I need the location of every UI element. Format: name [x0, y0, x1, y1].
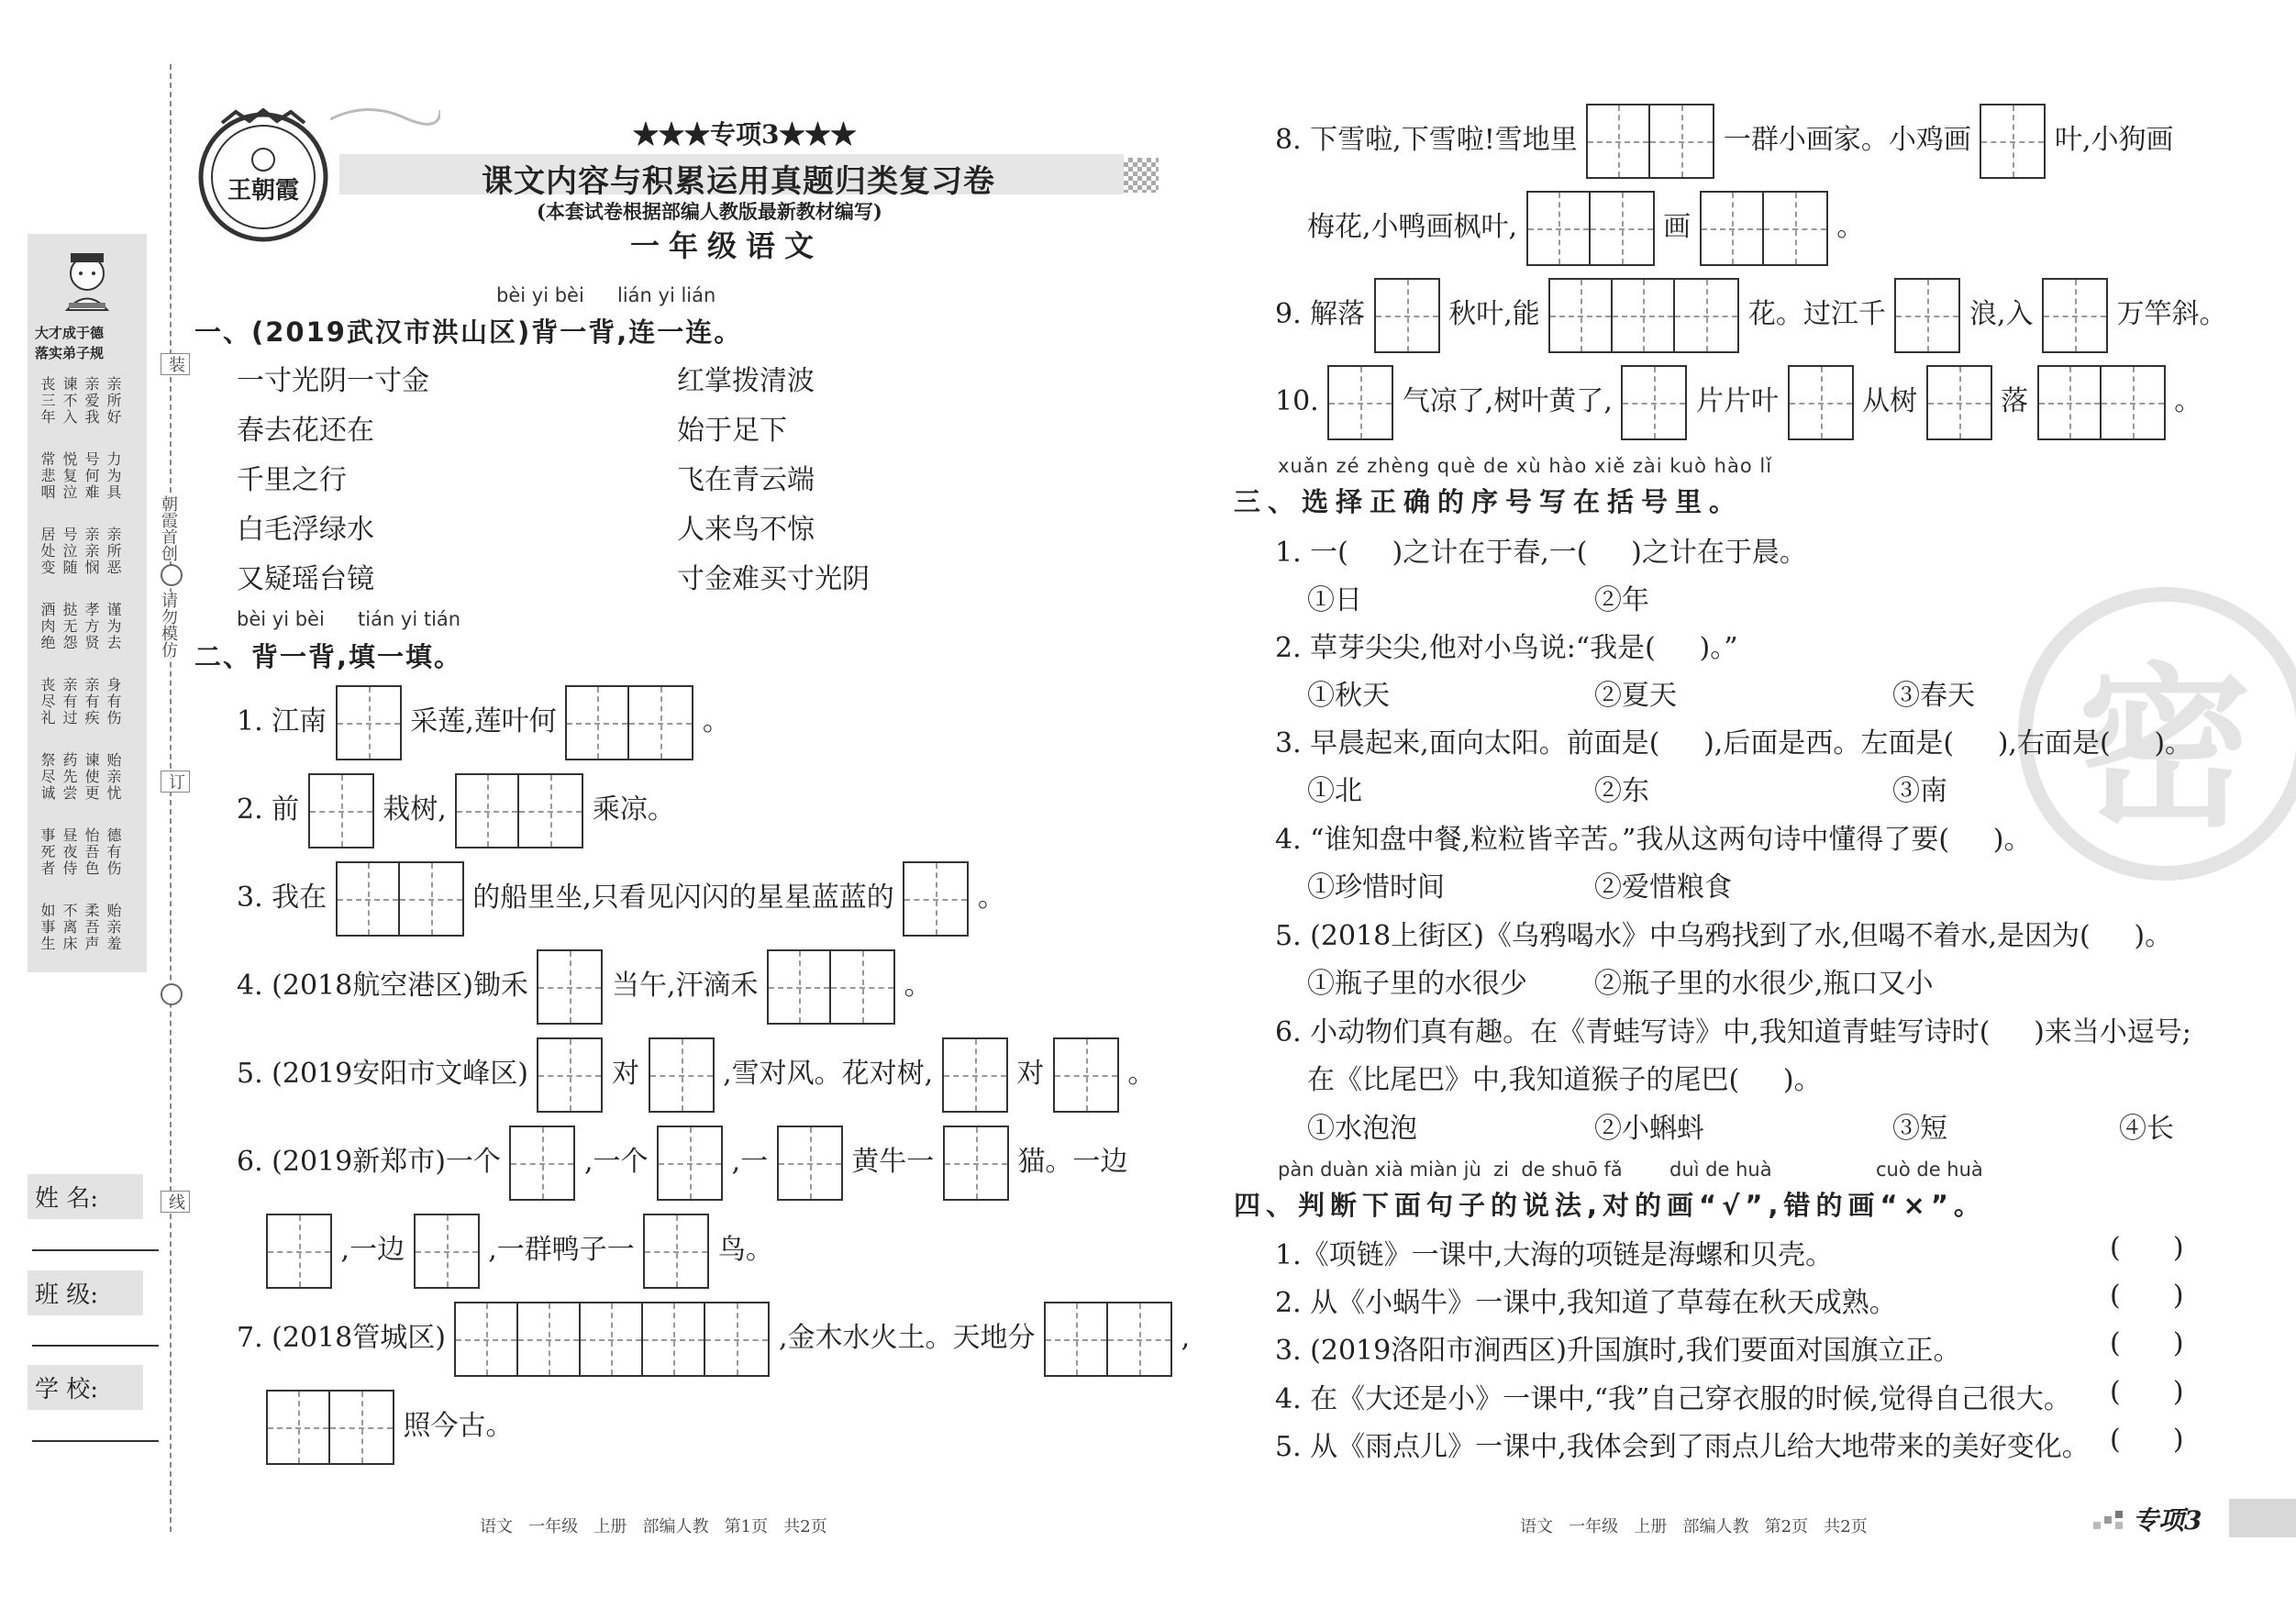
answer-grid-2[interactable] — [657, 1126, 723, 1201]
section-2-heading: 二、背一背,填一填。 — [194, 641, 463, 672]
s3-option[interactable]: ①水泡泡 — [1307, 1113, 1417, 1145]
answer-grid-3[interactable] — [266, 1390, 394, 1465]
checker-pattern — [1124, 158, 1159, 193]
sidebar-verse: 事死者 — [39, 827, 56, 877]
answer-grid-1[interactable] — [336, 861, 464, 937]
s3-option[interactable]: ②小蝌蚪 — [1594, 1113, 1704, 1145]
q-text: 9. 解落 — [1275, 298, 1366, 330]
poem-right-1[interactable]: 红掌拨清波 — [677, 365, 815, 397]
class-field[interactable] — [32, 1345, 159, 1347]
q-text: 片片叶 — [1695, 385, 1779, 417]
sidebar-verse: 亲爱我 — [83, 376, 100, 426]
binding-label-xian: 线 — [161, 1191, 190, 1213]
badge-bar — [2229, 1499, 2296, 1537]
s2-question-4 — [237, 949, 932, 1025]
sidebar-verse: 药先尝 — [61, 752, 78, 802]
s3-option[interactable]: ②瓶子里的水很少,瓶口又小 — [1594, 968, 1934, 1000]
q-text: 当午,汗滴禾 — [612, 970, 759, 1002]
poem-right-2[interactable]: 始于足下 — [677, 415, 787, 447]
q-text: 叶,小狗画 — [2054, 124, 2174, 156]
s1-pinyin-1: bèi yi bèi — [496, 284, 584, 306]
q-text: 对 — [612, 1058, 640, 1090]
q-text: ,一 — [731, 1146, 769, 1178]
sidebar-verse: 亲有过 — [61, 677, 78, 726]
s2-question-2 — [237, 773, 675, 848]
s4-item-2: 2. 从《小蜗牛》一课中,我知道了草莓在秋天成熟。 — [1275, 1287, 1897, 1319]
sidebar-verse: 身有伤 — [105, 677, 122, 726]
s2-question-7-cont — [266, 1390, 514, 1465]
answer-grid-5[interactable] — [266, 1214, 332, 1289]
answer-grid-2[interactable] — [565, 685, 693, 760]
answer-grid-1[interactable] — [537, 1037, 603, 1113]
header-ribbon — [330, 101, 440, 128]
school-label: 学 校: — [28, 1365, 143, 1410]
sidebar-motto-2: 落实弟子规 — [35, 345, 105, 361]
answer-grid-3[interactable] — [1894, 278, 1960, 353]
q-text: 4. (2018航空港区)锄禾 — [237, 970, 528, 1002]
subtitle: (本套试卷根据部编人教版最新教材编写) — [537, 200, 882, 223]
q-text: ,金木水火土。天地分 — [779, 1322, 1036, 1354]
q-text: 10. — [1275, 385, 1319, 417]
answer-grid-1[interactable] — [1586, 104, 1714, 179]
class-label: 班 级: — [28, 1270, 143, 1315]
s3-pinyin: xuǎn zé zhèng què de xù hào xiě zài kuò hào lǐ — [1278, 455, 1773, 477]
answer-grid-1[interactable] — [537, 949, 603, 1025]
sidebar-verse: 亲亲悯 — [83, 527, 100, 576]
sidebar-verse: 丧三年 — [39, 376, 56, 426]
poem-right-4[interactable]: 人来鸟不惊 — [677, 514, 815, 546]
series-badge: 专项3 — [2133, 1505, 2202, 1536]
answer-grid-4[interactable] — [2042, 278, 2108, 353]
page-title: 课文内容与积累运用真题归类复习卷 — [482, 163, 995, 200]
poem-right-5[interactable]: 寸金难买寸光阴 — [677, 563, 870, 595]
s2-pinyin-2: tián yi tián — [358, 608, 461, 630]
sidebar-motto-1: 大才成于德 — [35, 325, 105, 341]
answer-grid-4[interactable] — [1053, 1037, 1119, 1113]
s3-option[interactable]: ①秋天 — [1307, 680, 1390, 712]
answer-grid-2[interactable] — [455, 773, 583, 848]
sidebar-verse: 亲所恶 — [105, 527, 122, 576]
q-text: ,雪对风。花对树, — [723, 1058, 934, 1090]
s3-option[interactable]: ④长 — [2119, 1113, 2174, 1145]
s4-item-5: 5. 从《雨点儿》一课中,我体会到了雨点儿给大地带来的美好变化。 — [1275, 1431, 2090, 1463]
mascot-avatar — [50, 246, 124, 319]
poem-left-4[interactable]: 白毛浮绿水 — [237, 514, 374, 546]
s3-question-6-cont: 在《比尾巴》中,我知道猴子的尾巴( )。 — [1307, 1064, 1822, 1096]
sidebar-verse: 力为具 — [105, 451, 122, 501]
q-text: 。 — [702, 705, 730, 738]
sidebar-verse: 柔吾声 — [83, 903, 100, 952]
q-text: 2. 前 — [237, 793, 300, 826]
q-text: 鸟。 — [717, 1234, 773, 1266]
poem-left-5[interactable]: 又疑瑶台镜 — [237, 563, 374, 595]
stamp-text: 密 — [2077, 647, 2252, 850]
answer-grid-2[interactable] — [767, 949, 895, 1025]
q-text: 照今古。 — [403, 1410, 514, 1442]
brand-logo — [194, 108, 332, 246]
answer-grid-1[interactable] — [1327, 365, 1393, 440]
q-text: 乘凉。 — [592, 793, 675, 826]
binding-label-ding: 订 — [161, 771, 190, 793]
series-label: ★★★专项3★★★ — [633, 119, 857, 150]
s2-question-5 — [237, 1037, 1155, 1113]
q-text: 画 — [1663, 211, 1691, 243]
sidebar-verse: 贻亲忧 — [105, 752, 122, 802]
logo-text: 王朝霞 — [227, 177, 300, 205]
s3-question-4: 4. “谁知盘中餐,粒粒皆辛苦。”我从这两句诗中懂得了要( )。 — [1275, 824, 2032, 856]
q-text: 浪,入 — [1969, 298, 2034, 330]
q-text: 。 — [1127, 1058, 1156, 1090]
right-page-footer: 语文 一年级 上册 部编人教 第2页 共2页 — [1520, 1517, 1868, 1536]
q-text: 万竿斜。 — [2116, 298, 2227, 330]
answer-grid-2[interactable] — [1621, 365, 1687, 440]
s2-question-8 — [1275, 104, 2174, 179]
sidebar-verse: 谏不入 — [61, 376, 78, 426]
answer-grid-2[interactable] — [649, 1037, 715, 1113]
answer-grid-7[interactable] — [643, 1214, 709, 1289]
answer-grid-2[interactable] — [1548, 278, 1739, 353]
answer-grid-1[interactable] — [1374, 278, 1440, 353]
q-text: 栽树, — [383, 793, 447, 826]
answer-grid-3[interactable] — [1526, 191, 1655, 266]
s3-option[interactable]: ③春天 — [1892, 680, 1975, 712]
q-text: 梅花,小鸭画枫叶, — [1307, 211, 1518, 243]
s3-question-3: 3. 早晨起来,面向太阳。前面是( ),后面是西。左面是( ),右面是( )。 — [1275, 727, 2193, 760]
s4-answer-paren-5[interactable]: ( ) — [2110, 1424, 2184, 1456]
sidebar-verse: 居处变 — [39, 527, 56, 576]
s3-question-6: 6. 小动物们真有趣。在《青蛙写诗》中,我知道青蛙写诗时( )来当小逗号; — [1275, 1016, 2191, 1048]
q-text: 的船里坐,只看见闪闪的星星蓝蓝的 — [472, 882, 894, 914]
q-text: 8. 下雪啦,下雪啦!雪地里 — [1275, 124, 1578, 156]
left-page-footer: 语文 一年级 上册 部编人教 第1页 共2页 — [480, 1517, 827, 1536]
poem-left-1[interactable]: 一寸光阴一寸金 — [237, 365, 429, 397]
s3-option[interactable]: ②爱惜粮食 — [1594, 871, 1732, 904]
q-text: 花。过江千 — [1747, 298, 1886, 330]
section-4-heading: 四、判断下面句子的说法,对的画“√”,错的画“×”。 — [1234, 1190, 1986, 1221]
s4-answer-paren-1[interactable]: ( ) — [2110, 1232, 2184, 1264]
answer-grid-1[interactable] — [308, 773, 374, 848]
s3-question-1: 1. 一( )之计在于春,一( )之计在于晨。 — [1275, 537, 1807, 569]
q-text: 一群小画家。小鸡画 — [1723, 124, 1971, 156]
q-text: 黄牛一 — [851, 1146, 935, 1178]
s3-option[interactable]: ①北 — [1307, 775, 1362, 807]
s2-pinyin-1: bèi yi bèi — [237, 608, 325, 630]
q-text: 对 — [1016, 1058, 1045, 1090]
sidebar-verse: 如事生 — [39, 903, 56, 952]
q-text: 采莲,莲叶何 — [410, 705, 557, 738]
q-text: 。 — [1836, 211, 1865, 243]
answer-grid-2[interactable] — [1044, 1302, 1172, 1377]
sidebar-verse: 祭尽诚 — [39, 752, 56, 802]
section-3-heading: 三、选择正确的序号写在括号里。 — [1234, 486, 1744, 517]
s4-item-1: 1.《项链》一课中,大海的项链是海螺和贝壳。 — [1275, 1239, 1834, 1271]
q-text: , — [1181, 1322, 1191, 1354]
s4-answer-paren-2[interactable]: ( ) — [2110, 1280, 2184, 1312]
answer-grid-5[interactable] — [2037, 365, 2166, 440]
answer-grid-2[interactable] — [903, 861, 969, 937]
s4-pinyin-1: pàn duàn xià miàn jù zi de shuō fǎ — [1278, 1159, 1623, 1181]
q-text: 秋叶,能 — [1448, 298, 1540, 330]
q-text: 7. (2018管城区) — [237, 1322, 446, 1354]
q-text: 。 — [2174, 385, 2202, 417]
answer-grid-2[interactable] — [1980, 104, 2046, 179]
q-text: 气凉了,树叶黄了, — [1402, 385, 1613, 417]
binding-label-nocopy: 请勿模仿 — [156, 592, 180, 658]
s4-pinyin-2: duì de huà — [1669, 1159, 1772, 1181]
q-text: ,一边 — [340, 1234, 405, 1266]
q-text: 从树 — [1862, 385, 1918, 417]
sidebar-verse: 谏使更 — [83, 752, 100, 802]
s3-option[interactable]: ③短 — [1892, 1113, 1947, 1145]
s3-question-2: 2. 草芽尖尖,他对小鸟说:“我是( )。” — [1275, 632, 1738, 664]
sidebar-verse: 丧尽礼 — [39, 677, 56, 726]
s3-option[interactable]: ②夏天 — [1594, 680, 1677, 712]
s2-question-1 — [237, 685, 730, 760]
s2-question-6-cont — [266, 1214, 773, 1289]
binding-hole-icon — [161, 564, 183, 586]
q-text: 。 — [904, 970, 932, 1002]
sidebar-verse: 德有伤 — [105, 827, 122, 877]
s3-option[interactable]: ①日 — [1307, 584, 1362, 616]
sidebar-verse: 昼夜侍 — [61, 827, 78, 877]
s3-option[interactable]: ②东 — [1594, 775, 1649, 807]
s4-answer-paren-3[interactable]: ( ) — [2110, 1327, 2184, 1359]
answer-grid-1[interactable] — [336, 685, 402, 760]
q-text: 。 — [977, 882, 1005, 914]
q-text: 3. 我在 — [237, 882, 327, 914]
s3-option[interactable]: ①珍惜时间 — [1307, 871, 1445, 904]
poem-left-3[interactable]: 千里之行 — [237, 464, 347, 496]
s2-question-7 — [237, 1302, 1190, 1377]
section-1-heading: 一、(2019武汉市洪山区)背一背,连一连。 — [194, 316, 743, 348]
binding-hole-icon — [161, 983, 183, 1005]
s4-answer-paren-4[interactable]: ( ) — [2110, 1376, 2184, 1408]
grade-title: 一年级语文 — [630, 228, 824, 263]
sidebar-verse: 谨为去 — [105, 602, 122, 651]
s3-option[interactable]: ②年 — [1594, 584, 1649, 616]
answer-grid-4[interactable] — [1700, 191, 1828, 266]
s3-question-5: 5. (2018上街区)《乌鸦喝水》中乌鸦找到了水,但喝不着水,是因为( )。 — [1275, 920, 2173, 952]
poem-left-2[interactable]: 春去花还在 — [237, 415, 374, 447]
q-text: 落 — [2001, 385, 2029, 417]
school-field[interactable] — [32, 1440, 159, 1442]
binding-dashed-line — [170, 64, 172, 1532]
q-text: 5. (2019安阳市文峰区) — [237, 1058, 528, 1090]
s3-option[interactable]: ③南 — [1892, 775, 1947, 807]
q-text: ,一群鸭子一 — [488, 1234, 635, 1266]
sidebar-verse: 悦复泣 — [61, 451, 78, 501]
sidebar-verse: 贻亲羞 — [105, 903, 122, 952]
s2-question-6 — [237, 1126, 1127, 1201]
binding-label-original: 朝霞首创 — [156, 495, 180, 561]
s2-question-9 — [1275, 278, 2227, 353]
name-field[interactable] — [32, 1249, 159, 1251]
answer-grid-1[interactable] — [509, 1126, 575, 1201]
answer-grid-6[interactable] — [414, 1214, 480, 1289]
badge-squares-icon — [2093, 1509, 2124, 1533]
answer-grid-3[interactable] — [777, 1126, 843, 1201]
q-text: 1. 江南 — [237, 705, 327, 738]
s3-option[interactable]: ①瓶子里的水很少 — [1307, 968, 1527, 1000]
sidebar-verse: 孝方贤 — [83, 602, 100, 651]
sidebar-verse: 亲有疾 — [83, 677, 100, 726]
s4-item-4: 4. 在《大还是小》一课中,“我”自己穿衣服的时候,觉得自己很大。 — [1275, 1383, 2071, 1415]
answer-grid-1[interactable] — [454, 1302, 770, 1377]
sidebar-verse: 常悲咽 — [39, 451, 56, 501]
q-text: ,一个 — [584, 1146, 649, 1178]
q-text: 猫。一边 — [1017, 1146, 1128, 1178]
sidebar-verse: 挞无怨 — [61, 602, 78, 651]
q-text: 6. (2019新郑市)一个 — [237, 1146, 501, 1178]
sidebar-verse: 怡吾色 — [83, 827, 100, 877]
sidebar-verse: 亲所好 — [105, 376, 122, 426]
sidebar-verse: 号泣随 — [61, 527, 78, 576]
poem-right-3[interactable]: 飞在青云端 — [677, 464, 815, 496]
name-label: 姓 名: — [28, 1174, 143, 1219]
answer-grid-3[interactable] — [942, 1037, 1008, 1113]
sidebar-verse: 不离床 — [61, 903, 78, 952]
binding-label-zhuang: 装 — [161, 353, 190, 375]
s2-question-8-cont — [1307, 191, 1864, 266]
s1-pinyin-2: lián yi lián — [617, 284, 716, 306]
answer-grid-4[interactable] — [943, 1126, 1009, 1201]
s2-question-10 — [1275, 365, 2202, 440]
sidebar-verse: 酒肉绝 — [39, 602, 56, 651]
answer-grid-3[interactable] — [1788, 365, 1854, 440]
s4-item-3: 3. (2019洛阳市涧西区)升国旗时,我们要面对国旗立正。 — [1275, 1335, 1961, 1367]
answer-grid-4[interactable] — [1926, 365, 1992, 440]
s2-question-3 — [237, 861, 1005, 937]
sidebar-verse: 号何难 — [83, 451, 100, 501]
s4-pinyin-3: cuò de huà — [1876, 1159, 1983, 1181]
